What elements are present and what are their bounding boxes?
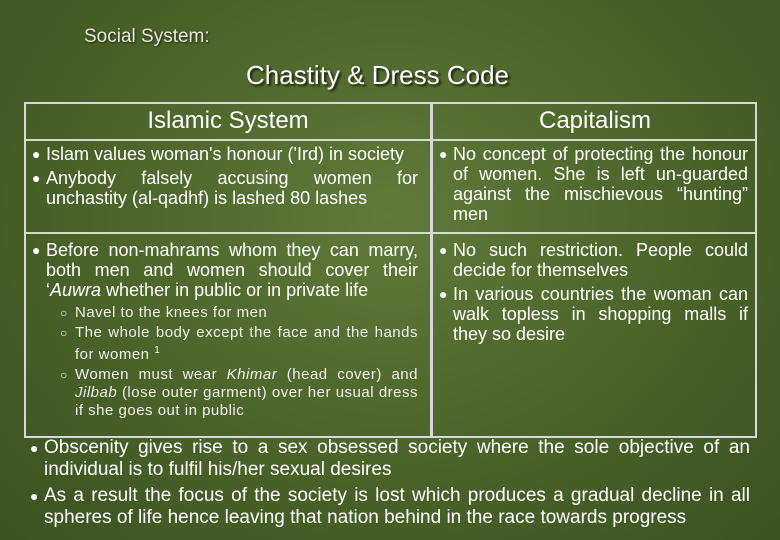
bullet-text: Obscenity gives rise to a sex obsessed society where the sole objective of an individual is to fulfil his/her sexual desires: [44, 437, 750, 480]
list-item: [439, 144, 748, 224]
header-divider: [24, 139, 757, 141]
hollow-circle-icon: ○: [60, 326, 68, 340]
filled-circle-icon: ●: [439, 146, 448, 162]
list-item: [439, 284, 748, 344]
row1-left-cell: [32, 144, 418, 208]
filled-circle-icon: ●: [30, 488, 39, 504]
bullet-text: No concept of protecting the honour of women. She is left un-guarded against the mischievous “hunting” men: [453, 144, 748, 224]
filled-circle-icon: ●: [30, 440, 39, 456]
sub-list-item: ○ Women must wear Khimar (head cover) and Jilbab (lose outer garment) over her usual dress if she goes out in public: [60, 366, 418, 419]
list-item: [32, 240, 418, 300]
list-item: [32, 144, 418, 164]
bullet-text: Before non-mahrams whom they can marry, both men and women should cover their ‘Auwra whether in public or in private life: [46, 240, 418, 300]
bullet-text: In various countries the woman can walk topless in shopping malls if they so desire: [453, 284, 748, 344]
filled-circle-icon: ●: [439, 242, 448, 258]
column-header-capitalism: Capitalism: [538, 107, 652, 134]
slide-title: Chastity & Dress Code: [246, 60, 509, 90]
bullet-text: As a result the focus of the society is lost which produces a gradual decline in all spheres of life hence leaving that nation behind in the race towards progress: [44, 485, 750, 528]
hollow-circle-icon: ○: [60, 306, 68, 320]
column-divider: [430, 102, 433, 438]
bullet-text: No such restriction. People could decide for themselves: [453, 240, 748, 280]
row2-right-cell: [439, 240, 748, 344]
filled-circle-icon: ●: [32, 170, 41, 186]
column-header-islamic: Islamic System: [147, 107, 309, 134]
sub-list-item: ○ The whole body except the face and the hands for women $^1$: [60, 324, 418, 363]
bottom-point-obscenity: [30, 437, 750, 481]
bullet-text: Anybody falsely accusing women for unchastity (al-qadhf) is lashed 80 lashes: [46, 168, 418, 208]
list-item: [32, 168, 418, 208]
bottom-point-decline: [30, 485, 750, 529]
section-title: Social System:: [84, 26, 210, 47]
bullet-text: Islam values woman's honour ('Ird) in society: [46, 144, 405, 164]
filled-circle-icon: ●: [32, 242, 41, 258]
row2-left-cell: [32, 240, 418, 420]
hollow-circle-icon: ○: [60, 368, 68, 382]
row-divider: [24, 232, 757, 234]
filled-circle-icon: ●: [439, 286, 448, 302]
list-item: [439, 240, 748, 280]
sub-list-item: ○ Navel to the knees for men: [60, 304, 268, 321]
filled-circle-icon: ●: [32, 146, 41, 162]
row1-right-cell: [439, 144, 748, 224]
